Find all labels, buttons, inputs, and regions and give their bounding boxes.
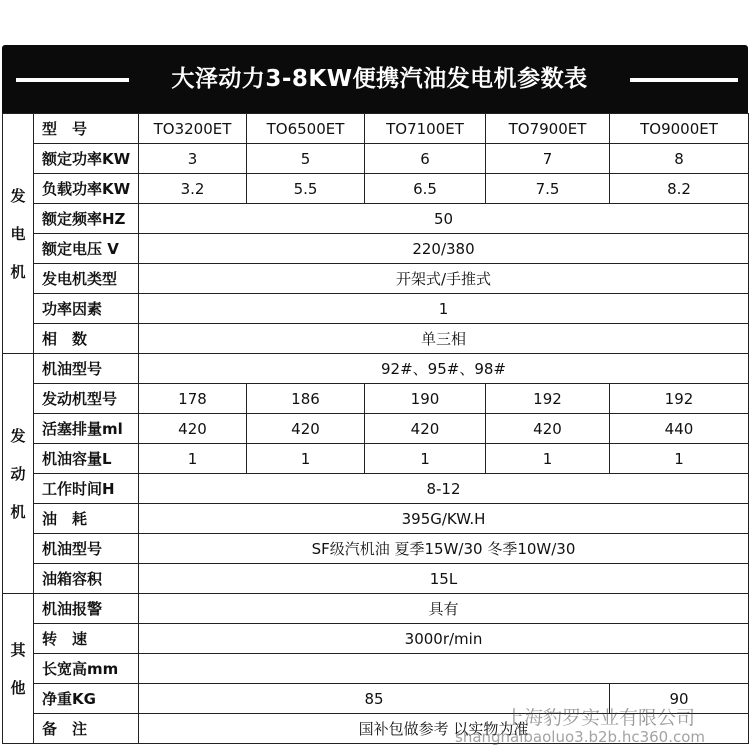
table-row [3,294,749,324]
value-cell: 15L [139,564,749,594]
value-cell [139,654,749,684]
value-cell: 6.5 [365,174,486,204]
watermark-domain: shanghaibaoluo3.b2b.hc360.com [455,728,706,746]
row-label: 转 速 [34,624,139,654]
value-cell: 395G/KW.H [139,504,749,534]
table-row [3,234,749,264]
table-row [3,264,749,294]
value-cell: 85 [139,684,610,714]
table-row [3,504,749,534]
row-label: 型 号 [34,114,139,144]
table-row [3,624,749,654]
value-cell: 8-12 [139,474,749,504]
table-row [3,324,749,354]
row-label: 长宽高mm [34,654,139,684]
row-label: 油 耗 [34,504,139,534]
value-cell: 90 [610,684,749,714]
value-cell: 3000r/min [139,624,749,654]
model-cell: TO3200ET [139,114,247,144]
row-label: 油箱容积 [34,564,139,594]
watermark-company: 上海豹罗实业有限公司 [505,707,696,729]
row-label: 相 数 [34,324,139,354]
table-row [3,204,749,234]
table-row [3,594,749,624]
table-row [3,564,749,594]
row-label: 负载功率KW [34,174,139,204]
row-label: 额定功率KW [34,144,139,174]
group-label-generator: 发 电 机 [3,114,34,354]
row-label: 净重KG [34,684,139,714]
value-cell: 1 [610,444,749,474]
row-label: 活塞排量ml [34,414,139,444]
value-cell: 440 [610,414,749,444]
table-row [3,444,749,474]
value-cell: 3 [139,144,247,174]
value-cell: 178 [139,384,247,414]
header-decor-line-left [16,78,129,82]
value-cell: 具有 [139,594,749,624]
value-cell: 3.2 [139,174,247,204]
value-cell: 420 [139,414,247,444]
value-cell: 92#、95#、98# [139,354,749,384]
row-label: 备 注 [34,714,139,744]
value-cell: 420 [365,414,486,444]
value-cell: 7.5 [486,174,610,204]
group-label-other: 其 他 [3,594,34,744]
row-label: 机油报警 [34,594,139,624]
group-label-engine: 发 动 机 [3,354,34,594]
table-row [3,414,749,444]
value-cell: 国补包做参考 以实物为准 [139,714,749,744]
value-cell: 220/380 [139,234,749,264]
model-cell: TO7900ET [486,114,610,144]
top-margin [0,0,750,45]
table-row [3,384,749,414]
value-cell: 单三相 [139,324,749,354]
model-cell: TO7100ET [365,114,486,144]
row-label: 机油型号 [34,354,139,384]
value-cell: 1 [139,294,749,324]
value-cell: 420 [486,414,610,444]
row-label: 额定频率HZ [34,204,139,234]
value-cell: 开架式/手推式 [139,264,749,294]
value-cell: 8 [610,144,749,174]
model-cell: TO9000ET [610,114,749,144]
spec-table [2,113,749,744]
value-cell: 1 [247,444,365,474]
value-cell: 1 [486,444,610,474]
row-label: 工作时间H [34,474,139,504]
value-cell: 186 [247,384,365,414]
value-cell: 420 [247,414,365,444]
value-cell: SF级汽机油 夏季15W/30 冬季10W/30 [139,534,749,564]
table-row [3,174,749,204]
row-label: 机油型号 [34,534,139,564]
value-cell: 192 [486,384,610,414]
value-cell: 1 [139,444,247,474]
page-title: 大泽动力3-8KW便携汽油发电机参数表 [171,66,588,92]
value-cell: 1 [365,444,486,474]
value-cell: 192 [610,384,749,414]
model-cell: TO6500ET [247,114,365,144]
table-row [3,114,749,144]
value-cell: 50 [139,204,749,234]
header-decor-line-right [630,78,738,82]
value-cell: 6 [365,144,486,174]
table-header-banner [2,45,748,113]
value-cell: 7 [486,144,610,174]
value-cell: 5 [247,144,365,174]
table-row [3,474,749,504]
row-label: 机油容量L [34,444,139,474]
row-label: 额定电压 V [34,234,139,264]
value-cell: 190 [365,384,486,414]
row-label: 功率因素 [34,294,139,324]
row-label: 发动机型号 [34,384,139,414]
table-row [3,534,749,564]
value-cell: 5.5 [247,174,365,204]
table-row [3,354,749,384]
table-row [3,144,749,174]
value-cell: 8.2 [610,174,749,204]
table-row [3,654,749,684]
row-label: 发电机类型 [34,264,139,294]
